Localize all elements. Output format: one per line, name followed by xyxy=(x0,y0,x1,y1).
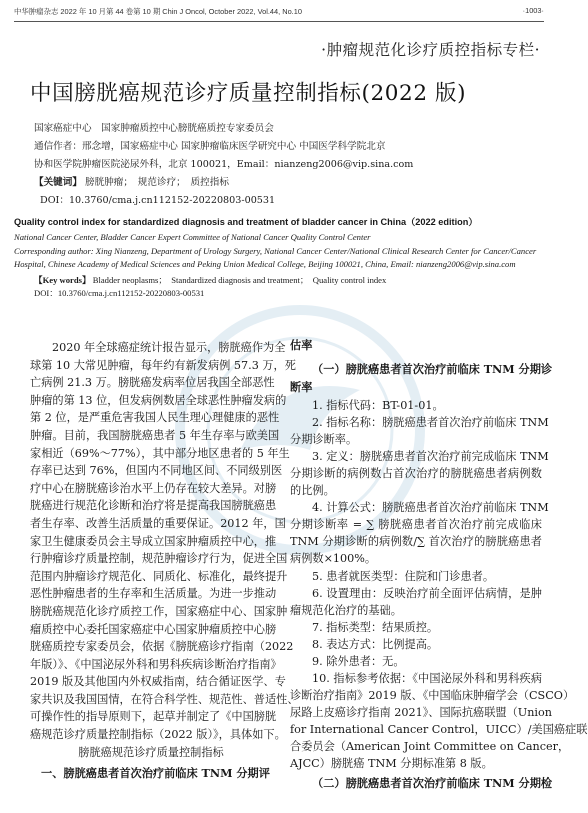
body-line: 6. 设置理由：反映治疗前全面评估病情，是肿 xyxy=(312,586,542,600)
running-header xyxy=(14,6,544,20)
corresponding-line-2: 协和医学院肿瘤医院泌尿外科，北京 100021，Email：nianzeng2006@vip.sina.com xyxy=(34,159,414,170)
body-line: 存率已达到 76%，但国内不同地区间、不同级别医 xyxy=(30,464,283,478)
english-keywords-label: 【Key words】 xyxy=(34,274,91,285)
body-line: 分期诊断率。 xyxy=(290,433,358,447)
body-line: 恶性肿瘤患者的生存率和生活质量。为进一步推动 xyxy=(30,587,277,601)
body-line: 合委员会（American Joint Committee on Cancer， xyxy=(290,739,570,753)
body-line: 2019 版及其他国内外权威指南，结合循证医学、专 xyxy=(30,675,286,689)
body-line: 癌规范诊疗质量控制指标（2022 版）》，具体如下。 xyxy=(30,728,286,742)
body-line: 球第 10 大常见肿瘤，每年约有新发病例 57.3 万，死 xyxy=(30,358,296,372)
body-line: 5. 患者就医类型：住院和门诊患者。 xyxy=(312,569,495,583)
body-line: 分期诊断率 = ∑ 膀胱癌患者首次治疗前完成临床 xyxy=(290,518,542,532)
body-line: for International Cancer Control，UICC）/美国癌症联 xyxy=(290,722,588,736)
body-line: 瘤规范化治疗的基础。 xyxy=(290,603,402,617)
item-heading-cont: 断率 xyxy=(290,380,313,395)
body-line: 尿路上皮癌诊疗指南 2021》、国际抗癌联盟（Union xyxy=(290,705,552,719)
body-line: 2. 指标名称：膀胱癌患者首次治疗前临床 TNM xyxy=(312,416,549,430)
english-doi: DOI：10.3760/cma.j.cn112152-20220803-00531 xyxy=(34,288,205,299)
body-line: 7. 指标类型：结果质控。 xyxy=(312,620,439,634)
corresponding-author xyxy=(34,138,534,174)
body-line: 1. 指标代码：BT-01-01。 xyxy=(312,399,444,413)
authors: 国家癌症中心 国家肿瘤质控中心膀胱癌质控专家委员会 xyxy=(34,123,274,134)
body-line: 年版）》、《中国泌尿外科和男科疾病诊断治疗指南》 xyxy=(30,657,282,671)
body-line: 家共识及我国国情，在符合科学性、规范性、普适性、 xyxy=(30,692,299,706)
body-line: 肿瘤。目前，我国膀胱癌患者 5 年生存率与欧美国 xyxy=(30,428,280,442)
body-line: 诊断治疗指南》2019 版、《中国临床肿瘤学会（CSCO） xyxy=(290,688,575,702)
english-keywords-row xyxy=(14,274,544,288)
body-line: 疗中心在膀胱癌诊治水平上仍存在较大差异。对膀 xyxy=(30,481,277,495)
body-line: 膀胱癌规范化诊疗质控工作，国家癌症中心、国家肿 xyxy=(30,604,288,618)
left-column xyxy=(30,339,299,783)
keywords: 膀胱肿瘤； 规范诊疗； 质控指标 xyxy=(85,177,229,188)
body-line: 瘤质控中心委托国家癌症中心国家肿瘤质控中心膀 xyxy=(30,622,277,636)
body-line: 2020 年全球癌症统计报告显示，膀胱癌作为全 xyxy=(52,341,286,354)
keywords-row xyxy=(34,174,534,192)
english-title: Quality control index for standardized diagnosis and treatment of bladder cancer in China（2022 edition） xyxy=(14,217,478,227)
body-line: 的比例。 xyxy=(290,484,335,498)
keywords-label: 【关键词】 xyxy=(34,177,82,188)
body-line: 可操作性的指导原则下，起草并制定了《中国膀胱 xyxy=(30,710,277,724)
body-line: 10. 指标参考依据：《中国泌尿外科和男科疾病 xyxy=(312,671,542,685)
chinese-meta xyxy=(34,120,534,210)
body-line: 肿瘤的第 13 位，但发病例数居全球恶性肿瘤发病的 xyxy=(30,393,287,407)
body-line: 范围内肿瘤诊疗规范化、同质化、标准化，最终提升 xyxy=(30,569,288,583)
body-line: 胱癌质控专家委员会，依据《膀胱癌诊疗指南（2022 xyxy=(30,640,294,654)
body-line: 胱癌进行规范化诊断和治疗将是提高我国膀胱癌患 xyxy=(30,499,277,513)
journal-citation: 中华肿瘤杂志 2022 年 10 月第 44 卷第 10 期 Chin J Oncol, October 2022, Vol.44, No.10 xyxy=(14,7,302,16)
english-meta xyxy=(14,216,544,301)
body-line: TNM 分期诊断的病例数/∑ 首次治疗的膀胱癌患者 xyxy=(290,535,542,549)
doi: DOI：10.3760/cma.j.cn112152-20220803-00531 xyxy=(40,195,276,206)
body-line: AJCC）膀胱癌 TNM 分期标准第 8 版。 xyxy=(290,757,493,771)
body-line: 亡病例 21.3 万。膀胱癌发病率位居我国全部恶性 xyxy=(30,376,275,390)
body-line: 者生存率、改善生活质量的重要保证。2012 年，国 xyxy=(30,516,286,530)
body-line: 4. 计算公式：膀胱癌患者首次治疗前临床 TNM xyxy=(312,501,549,515)
english-corresponding-author: Corresponding author: Xing Nianzeng, Department of Urology Surgery, National Cancer Center/National Clinical Research Center for Cancer/Cancer Hospital, Chinese Academy of Medical Sciences and Peking Union Medical College, Beijing 100021, China, Email: nianzeng2006@vip.sina.com xyxy=(14,245,537,270)
body-line: 9. 除外患者：无。 xyxy=(312,654,405,668)
header-divider xyxy=(14,21,544,22)
corresponding-line-1: 通信作者：邢念增，国家癌症中心 国家肿瘤临床医学研究中心 中国医学科学院北京 xyxy=(34,141,386,152)
item-heading: （一）膀胱癌患者首次治疗前临床 TNM 分期诊 xyxy=(312,362,553,377)
english-keywords: Bladder neoplasms； Standardized diagnosis and treatment； Quality control index xyxy=(92,274,387,285)
item-heading: （二）膀胱癌患者首次治疗前临床 TNM 分期检 xyxy=(312,776,553,791)
english-affiliation: National Cancer Center, Bladder Cancer Expert Committee of National Cancer Quality Control Center xyxy=(14,232,371,242)
section-tag: ·肿瘤规范化诊疗质控指标专栏· xyxy=(321,41,540,59)
body-line: 8. 表达方式：比例提高。 xyxy=(312,637,439,651)
right-column xyxy=(290,337,588,792)
page-number: ·1003· xyxy=(522,6,544,15)
body-line: 分期诊断的病例数占首次治疗的膀胱癌患者病例数 xyxy=(290,467,542,481)
body-line: 第 2 位，是严重危害我国人民生理心理健康的恶性 xyxy=(30,411,280,425)
body-line: 家卫生健康委员会主导成立国家肿瘤质控中心，推 xyxy=(30,534,277,548)
body-line: 3. 定义：膀胱癌患者首次治疗前完成临床 TNM xyxy=(312,450,549,464)
section-heading: 膀胱癌规范诊疗质量控制指标 xyxy=(78,745,224,759)
body-line: 家相近（69%～77%），其中部分地区患者的 5 年生 xyxy=(30,446,290,460)
subsection-heading-cont: 估率 xyxy=(290,338,313,352)
article-title: 中国膀胱癌规范诊疗质量控制指标(2022 版) xyxy=(30,81,467,106)
body-line: 病例数×100%。 xyxy=(290,552,377,566)
subsection-heading: 一、膀胱癌患者首次治疗前临床 TNM 分期评 xyxy=(41,766,270,781)
body-line: 行肿瘤诊疗质量控制，规范肿瘤诊疗行为，促进全国 xyxy=(30,552,288,566)
